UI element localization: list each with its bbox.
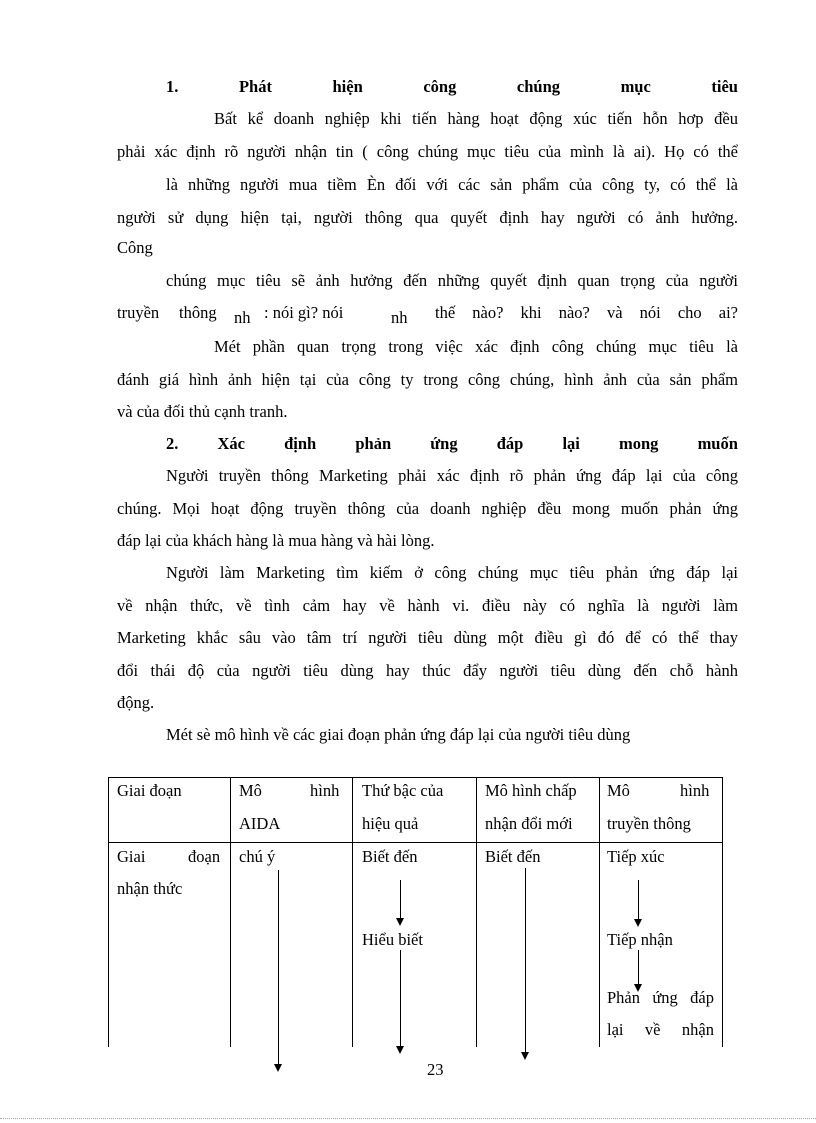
hierarchy-arrow-1-line	[400, 880, 401, 920]
header-hierarchy-1: Thứ bậc của	[362, 781, 444, 800]
paragraph-1-line-1: Bất kể doanh nghiệp khi tiến hàng hoạt động xúc tiến hỗn hơp đều	[214, 109, 738, 128]
comm-cell-3: Phản ứng đáp	[607, 988, 714, 1007]
paragraph-3-line-1: Người truyền thông Marketing phải xác định rõ phản ứng đáp lại của công	[166, 466, 738, 485]
page-number: 23	[427, 1060, 444, 1079]
comm-cell-1: Tiếp xúc	[607, 847, 665, 866]
paragraph-4-line-3: Marketing khắc sâu vào tâm trí người tiêu dùng một điều gì đó để có thể thay	[117, 628, 738, 647]
comm-cell-4: lại về nhận	[607, 1020, 714, 1039]
stage-cell-2: nhận thức	[117, 879, 183, 898]
table-border-top	[108, 777, 723, 778]
paragraph-3-line-3: đáp lại của khách hàng là mua hàng và hài lòng.	[117, 531, 435, 550]
heading-1: 1. Phát hiện công chúng mục tiêu	[166, 77, 738, 96]
aida-cell: chú ý	[239, 847, 276, 866]
stage-cell-a: Giai	[117, 847, 146, 866]
stage-cell-b: đoạn	[188, 847, 221, 866]
header-adoption-1: Mô hình chấp	[485, 781, 577, 800]
hierarchy-arrow-2-line	[400, 950, 401, 1047]
header-stage: Giai đoạn	[117, 781, 182, 800]
header-aida-1a: Mô	[239, 781, 262, 800]
table-col-line-2	[230, 777, 231, 1047]
header-hierarchy-2: hiệu quả	[362, 814, 419, 833]
paragraph-1-line-2: phải xác định rõ người nhận tin ( công chúng mục tiêu của mình là ai). Họ có thể	[117, 142, 738, 161]
comm-arrow-1-head-icon	[634, 919, 642, 927]
paragraph-1-line-4: người sử dụng hiện tại, người thông qua quyết định hay người có ảnh hưởng.	[117, 208, 738, 227]
paragraph-4-line-4: đổi thái độ của người tiêu dùng hay thúc đẩy người tiêu dùng đến chỗ hành	[117, 661, 738, 680]
adoption-arrow-head-icon	[521, 1052, 529, 1060]
table-col-line-6	[722, 777, 723, 1047]
hierarchy-arrow-2-head-icon	[396, 1046, 404, 1054]
heading-1-number: 1.	[166, 77, 179, 96]
hierarchy-arrow-1-head-icon	[396, 918, 404, 926]
paragraph-2-line-3: và của đối thủ cạnh tranh.	[117, 402, 288, 421]
paragraph-4-line-1: Người làm Marketing tìm kiếm ở công chúng mục tiêu phản ứng đáp lại	[166, 563, 738, 582]
header-aida-1b: hình	[310, 781, 340, 800]
paragraph-1-line-5: Công	[117, 238, 153, 257]
paragraph-4-line-5: động.	[117, 693, 155, 712]
paragraph-4-line-2: về nhận thức, về tình cảm hay về hành vi. điều này có nghĩa là người làm	[117, 596, 738, 615]
hierarchy-cell-2: Hiểu biết	[362, 930, 423, 949]
header-aida-2: AIDA	[239, 814, 281, 833]
heading-2: 2. Xác định phản ứng đáp lại mong muốn	[166, 434, 738, 453]
adoption-arrow-line	[525, 868, 526, 1053]
comm-arrow-2-line	[638, 950, 639, 985]
page-bottom-border	[0, 1118, 816, 1119]
comm-arrow-1-line	[638, 880, 639, 920]
table-col-line-5	[599, 777, 600, 1047]
aida-arrow-head-icon	[274, 1064, 282, 1072]
paragraph-1-line-3: là những người mua tiềm Èn đối với các sản phẩm của công ty, có thể là	[166, 175, 738, 194]
header-adoption-2: nhận đổi mới	[485, 814, 573, 833]
paragraph-3-line-2: chúng. Mọi hoạt động truyền thông của doanh nghiệp đều mong muốn phản ứng	[117, 499, 738, 518]
table-intro: Mét sè mô hình về các giai đoạn phản ứng đáp lại của người tiêu dùng	[166, 725, 631, 744]
paragraph-1-line-7: truyền thông nh : nói gì? nói nh thế nào? khi nào? và nói cho ai?	[117, 303, 738, 327]
header-comm-1a: Mô	[607, 781, 630, 800]
paragraph-2-line-1: Mét phần quan trọng trong việc xác định công chúng mục tiêu là	[214, 337, 738, 356]
table-col-line-4	[476, 777, 477, 1047]
comm-cell-2: Tiếp nhận	[607, 930, 673, 949]
hierarchy-cell-1: Biết đến	[362, 847, 418, 866]
adoption-cell: Biết đến	[485, 847, 541, 866]
header-comm-1b: hình	[680, 781, 710, 800]
paragraph-1-line-6: chúng mục tiêu sẽ ảnh hưởng đến những quyết định quan trọng của người	[166, 271, 738, 290]
aida-arrow-line	[278, 870, 279, 1065]
table-header-divider	[108, 842, 723, 843]
table-col-line-1	[108, 777, 109, 1047]
table-col-line-3	[352, 777, 353, 1047]
paragraph-2-line-2: đánh giá hình ảnh hiện tại của công ty trong công chúng, hình ảnh của sản phẩm	[117, 370, 738, 389]
header-comm-2: truyền thông	[607, 814, 691, 833]
heading-2-number: 2.	[166, 434, 179, 453]
